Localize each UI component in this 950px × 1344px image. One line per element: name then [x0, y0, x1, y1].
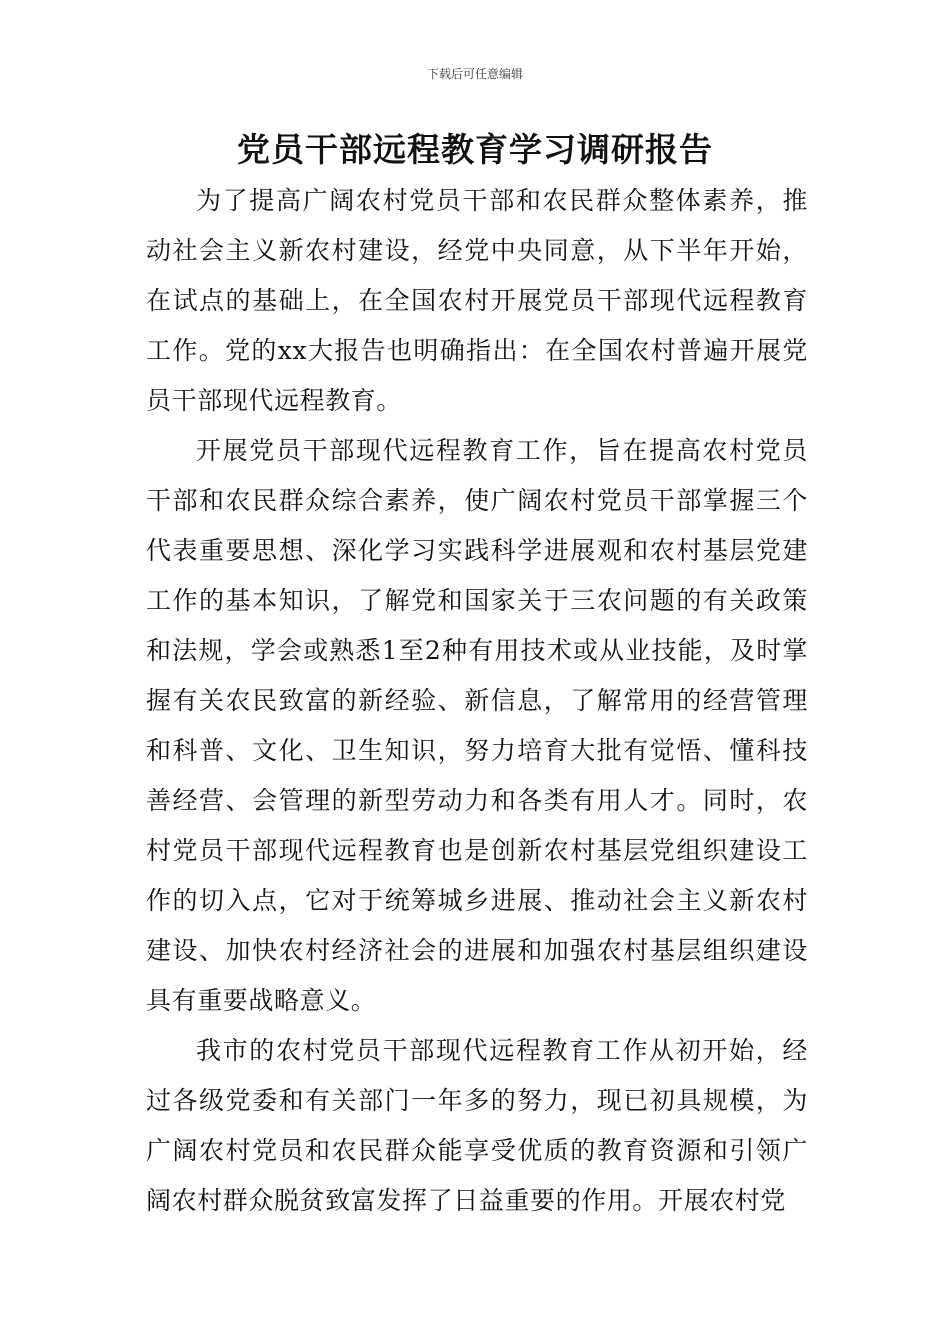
document-title: 党员干部远程教育学习调研报告: [237, 130, 713, 169]
paragraph-3: 我市的农村党员干部现代远程教育工作从初开始，经过各级党委和有关部门一年多的努力，现已初具规模，为广阔农村党员和农民群众能享受优质的教育资源和引领广阔农村群众脱贫致富发挥了日益重要的作用。开展农村党: [146, 1036, 808, 1215]
header-note: 下载后可任意编辑: [426, 67, 523, 81]
document-body: [146, 176, 808, 1226]
paragraph-1: 为了提高广阔农村党员干部和农民群众整体素养，推动社会主义新农村建设，经党中央同意，从下半年开始，在试点的基础上，在全国农村开展党员干部现代远程教育工作。党的xx大报告也明确指出：在全国农村普遍开展党员干部现代远程教育。: [146, 186, 808, 415]
paragraph-2: 开展党员干部现代远程教育工作，旨在提高农村党员干部和农民群众综合素养，使广阔农村党员干部掌握三个代表重要思想、深化学习实践科学进展观和农村基层党建工作的基本知识，了解党和国家关于三农问题的有关政策和法规，学会或熟悉1至2种有用技术或从业技能，及时掌握有关农民致富的新经验、新信息，了解常用的经营管理和科普、文化、卫生知识，努力培育大批有觉悟、懂科技善经营、会管理的新型劳动力和各类有用人才。同时，农村党员干部现代远程教育也是创新农村基层党组织建设工作的切入点，它对于统筹城乡进展、推动社会主义新农村建设、加快农村经济社会的进展和加强农村基层组织建设具有重要战略意义。: [146, 436, 808, 1015]
